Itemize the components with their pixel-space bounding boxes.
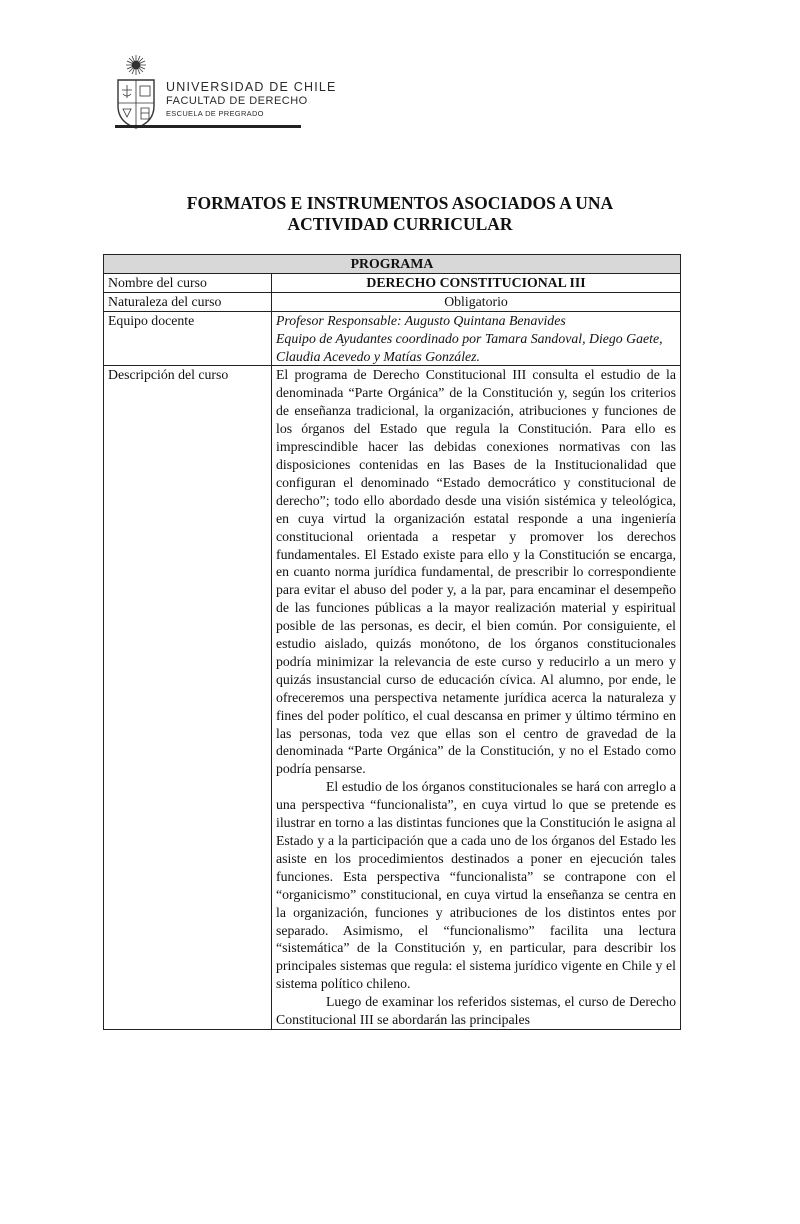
faculty-name: FACULTAD DE DERECHO (166, 95, 308, 107)
university-name: UNIVERSIDAD DE CHILE (166, 80, 337, 94)
document-title (100, 193, 700, 235)
institution-header (112, 54, 337, 130)
course-nature-value: Obligatorio (272, 292, 681, 311)
program-header-row (104, 255, 681, 274)
teaching-team-value (272, 311, 681, 366)
teaching-team-row (104, 311, 681, 366)
institution-names (166, 80, 337, 119)
description-paragraph-1: El programa de Derecho Constitucional III consulta el estudio de la denominada “Parte Orgánica” de la Constitución y, según los criterios de enseñanza tradicional, la organización, atribuciones y funciones de los órganos del Estado que regula la Constitución. Para ello es imprescindible hacer las debidas conexiones normativas con las disposiciones contenidas en las Bases de la Institucionalidad que configuran el denominado “Estado democrático y constitucional de derecho”; todo ello abordado desde una visión sistémica y teleológica, en cuya virtud la organización estatal responde a una ingeniería constitucional orientada a respetar y promover los derechos fundamentales. El Estado existe para ello y la Constitución se encarga, en cuanto norma jurídica fundamental, de prescribir lo correspondiente para evitar el abuso del poder y, a la par, para encaminar el desempeño de las funciones públicas a la mayor realización material y espiritual posible de las personas, es decir, el bien común. Por consiguiente, el estudio aislado, quizás monótono, de los órganos constitucionales podría minimizar la relevancia de este curso y reducirlo a un mero y quizás insustancial curso de educación cívica. Al alumno, por ende, le ofreceremos una perspectiva netamente jurídica acerca la naturaleza y fines del poder político, el cual descansa en primer y último término en las personas, toda vez que ellas son el centro de gravedad de la denominada “Parte Orgánica” de la Constitución, y no el Estado como podría pensarse. (276, 367, 676, 777)
university-crest-icon (112, 54, 160, 130)
responsible-professor: Profesor Responsable: Augusto Quintana Benavides (276, 312, 566, 328)
course-description-label: Descripción del curso (104, 366, 272, 1030)
header-divider (115, 125, 301, 128)
course-name-value: DERECHO CONSTITUCIONAL III (272, 273, 681, 292)
course-description-text (272, 366, 681, 1030)
school-name: ESCUELA DE PREGRADO (166, 109, 264, 118)
document-title-line-2: ACTIVIDAD CURRICULAR (287, 214, 513, 234)
program-table (103, 254, 681, 1030)
assistant-team: Equipo de Ayudantes coordinado por Tamara Sandoval, Diego Gaete, Claudia Acevedo y Matías González. (276, 330, 663, 364)
description-paragraph-3: Luego de examinar los referidos sistemas, el curso de Derecho Constitucional III se abordarán las principales (276, 994, 676, 1028)
teaching-team-label: Equipo docente (104, 311, 272, 366)
course-description-row (104, 366, 681, 1030)
document-title-line-1: FORMATOS E INSTRUMENTOS ASOCIADOS A UNA (186, 193, 614, 213)
course-nature-label: Naturaleza del curso (104, 292, 272, 311)
description-paragraph-2: El estudio de los órganos constitucionales se hará con arreglo a una perspectiva “funcionalista”, en cuya virtud lo que se pretende es ilustrar en torno a las distintas funciones que la Constitución le asigna al Estado y a la participación que a cada uno de los órganos del Estado les asiste en los procedimientos destinados a poner en ejecución tales funciones. Esta perspectiva “funcionalista” se contrapone con el “organicismo” constitucional, en cuya virtud la enseñanza se centra en la organización, funciones y atribuciones de los distintos entes por separado. Asimismo, el “funcionalismo” facilita una lectura “sistemática” de la Constitución y, en particular, para describir los principales sistemas que regula: el sistema jurídico vigente en Chile y el sistema político chileno. (276, 779, 676, 992)
course-name-label: Nombre del curso (104, 273, 272, 292)
course-name-row (104, 273, 681, 292)
program-header: PROGRAMA (104, 255, 681, 274)
course-nature-row (104, 292, 681, 311)
